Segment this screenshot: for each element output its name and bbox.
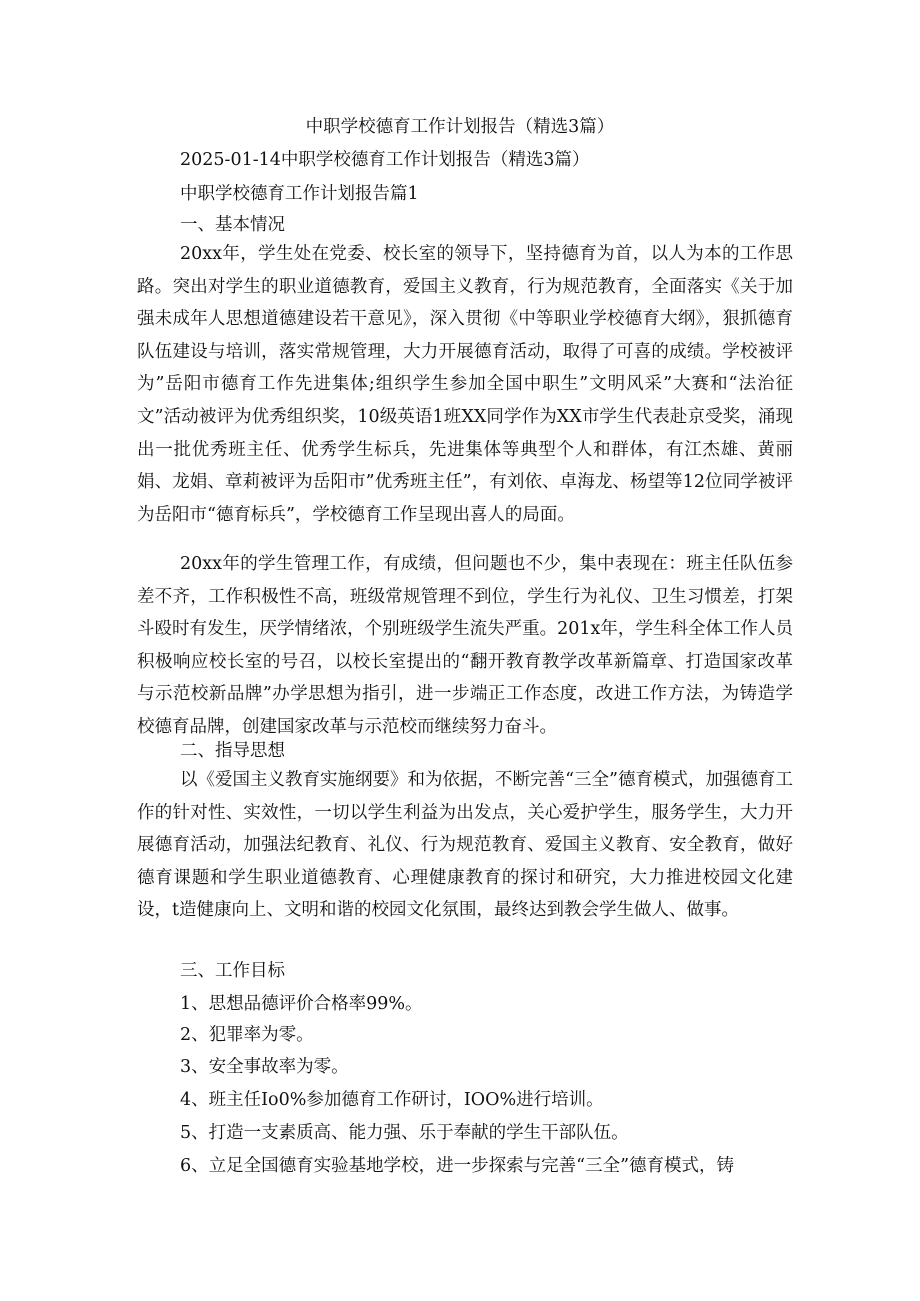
document-subtitle: 2025-01-14中职学校德育工作计划报告（精选3篇） — [180, 150, 590, 170]
paragraph-basic-situation-2: 20xx年的学生管理工作，有成绩，但问题也不少，集中表现在：班主任队伍参差不齐，工作积极性不高，班级常规管理不到位，学生行为礼仪、卫生习惯差，打架斗殴时有发生，厌学情绪浓，个别班级学生流失严重。201x年，学生科全体工作人员积极响应校长室的号召，以校长室提出的“翻开教育教学改革新篇章、打造国家改革与示范校新品牌”办学思想为指引，进一步端正工作态度，改进工作方法，为铸造学校德育品牌，创建国家改革与示范校而继续努力奋斗。 — [137, 554, 793, 737]
goal-item: 5、打造一支素质高、能力强、乐于奉献的学生干部队伍。 — [180, 1123, 629, 1143]
goal-item: 2、犯罪率为零。 — [180, 1025, 314, 1045]
paragraph-guiding-ideology: 以《爱国主义教育实施纲要》和为依据，不断完善“三全”德育模式，加强德育工作的针对性、实效性，一切以学生利益为出发点，关心爱护学生，服务学生，大力开展德育活动，加强法纪教育、礼仪、行为规范教育、爱国主义教育、安全教育，做好德育课题和学生职业道德教育、心理健康教育的探讨和研究，大力推进校园文化建设，t造健康向上、文明和谐的校园文化氛围，最终达到教会学生做人、做事。 — [137, 770, 793, 921]
section-heading-work-goals: 三、工作目标 — [180, 961, 285, 981]
goal-item: 1、思想品德评价合格率99%。 — [180, 994, 423, 1014]
article-title: 中职学校德育工作计划报告篇1 — [180, 184, 419, 204]
goal-item: 4、班主任Io0%参加德育工作研讨，IOO%进行培训。 — [180, 1090, 604, 1110]
paragraph-basic-situation-1: 20xx年，学生处在党委、校长室的领导下，坚持德育为首，以人为本的工作思路。突出对学生的职业道德教育，爱国主义教育，行为规范教育，全面落实《关于加强未成年人思想道德建设若干意见》，深入贯彻《中等职业学校德育大纲》，狠抓德育队伍建设与培训，落实常规管理，大力开展德育活动，取得了可喜的成绩。学校被评为”岳阳市德育工作先进集体;组织学生参加全国中职生”文明风采”大赛和“法治征文”活动被评为优秀组织奖，10级英语1班XX同学作为XX市学生代表赴京受奖，涌现出一批优秀班主任、优秀学生标兵，先进集体等典型个人和群体，有江杰雄、黄丽娟、龙娟、章莉被评为岳阳市”优秀班主任”，有刘依、卓海龙、杨望等12位同学被评为岳阳市“德育标兵”，学校德育工作呈现出喜人的局面。 — [137, 244, 793, 525]
section-heading-guiding-ideology: 二、指导思想 — [180, 741, 285, 761]
goal-item: 6、立足全国德育实验基地学校，进一步探索与完善“三全”德育模式，铸 — [180, 1156, 735, 1176]
section-heading-basic-situation: 一、基本情况 — [180, 215, 285, 235]
document-title: 中职学校德育工作计划报告（精选3篇） — [305, 117, 615, 137]
goal-item: 3、安全事故率为零。 — [180, 1057, 349, 1077]
